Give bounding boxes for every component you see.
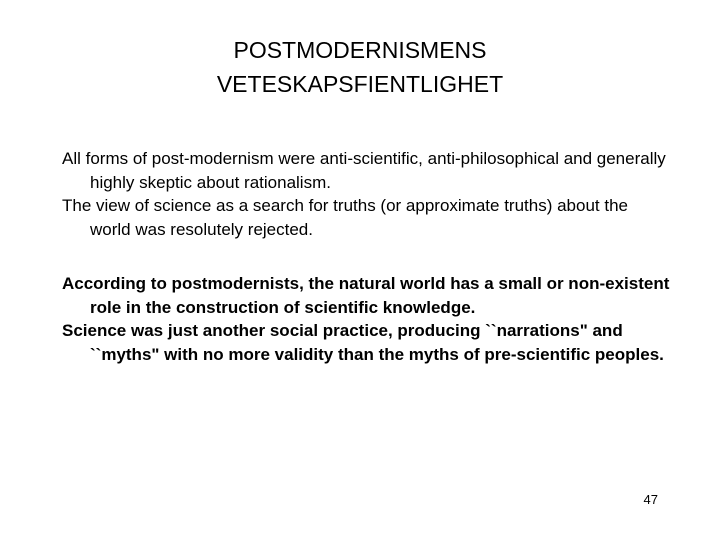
paragraph-social-practice: Science was just another social practice, producing ``narrations" and ``myths" with no more validity than the myths of pre-scientific peoples. <box>62 321 664 364</box>
slide-title-line-2: VETESKAPSFIENTLIGHET <box>216 71 504 97</box>
page-number: 47 <box>643 492 658 507</box>
body-block-regular <box>62 147 672 241</box>
paragraph-anti-scientific: All forms of post-modernism were anti-scientific, anti-philosophical and generally highly skeptic about rationalism. <box>62 149 666 192</box>
paragraph-view-of-science: The view of science as a search for truths (or approximate truths) about the world was resolutely rejected. <box>62 196 628 239</box>
slide-title <box>60 33 660 101</box>
paragraph-natural-world-role: According to postmodernists, the natural world has a small or non-existent role in the construction of scientific knowledge. <box>62 274 670 317</box>
body-block-bold <box>62 272 672 366</box>
slide-title-line-1: POSTMODERNISMENS <box>233 37 487 63</box>
